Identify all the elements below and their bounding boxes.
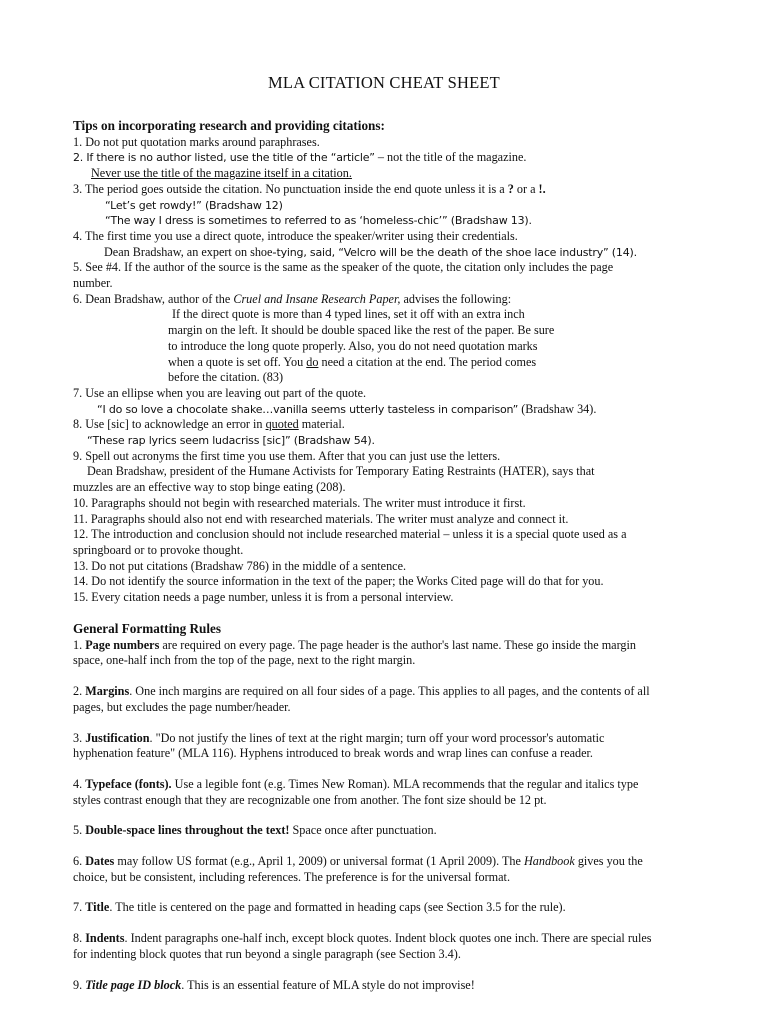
tip-6-book: Cruel and Insane Research Paper,	[233, 291, 401, 306]
rules-section	[73, 621, 703, 993]
tip-15: 15. Every citation needs a page number, unless it is from a personal interview.	[73, 590, 454, 605]
rule-6-num: 6.	[73, 854, 86, 869]
rule-2-key: Margins	[85, 684, 130, 699]
rule-2-num: 2.	[73, 684, 86, 699]
block-quote-4	[168, 355, 703, 371]
rule-4	[73, 777, 703, 808]
tip-2-note: Never use the title of the magazine itself in a citation.	[91, 166, 352, 181]
rule-9	[73, 978, 703, 994]
tip-3-question: ?	[507, 181, 514, 196]
tip-8-c: material.	[298, 417, 345, 432]
rule-4-cont: styles contrast enough that they are recognizable one from another. The font size should be 12 pt.	[73, 792, 547, 807]
block-quote-4-a: when a quote is set off. You	[168, 354, 307, 369]
tip-4-example-b: tying, said, “Velcro will be the death of the shoe lace industry” (14).	[276, 245, 637, 259]
rule-9-key: Title page ID block	[85, 977, 182, 992]
block-quote-4-c: need a citation at the end. The period comes	[318, 354, 537, 369]
tip-5-cont: number.	[73, 276, 113, 291]
rule-3	[73, 731, 703, 762]
rule-6-text: may follow US format (e.g., April 1, 2009) or universal format (1 April 2009). The	[114, 854, 524, 869]
rules-heading: General Formatting Rules	[73, 621, 221, 636]
tip-3-exclaim: !.	[538, 181, 546, 196]
tip-3-text: 3. The period goes outside the citation. No punctuation inside the end quote unless it is a	[73, 181, 508, 196]
rule-4-num: 4.	[73, 776, 86, 791]
rule-2	[73, 684, 703, 715]
tip-8-example: “These rap lyrics seem ludacriss [sic]” (Bradshaw 54).	[87, 434, 375, 448]
tip-10: 10. Paragraphs should not begin with researched materials. The writer must introduce it first.	[73, 495, 526, 510]
tip-6-c: advises the following:	[400, 291, 512, 306]
rule-3-text: . "Do not justify the lines of text at the right margin; turn off your word processor's automatic	[149, 730, 605, 745]
rule-5-num: 5.	[73, 823, 86, 838]
rule-6-text-2: gives you the	[574, 854, 643, 869]
rule-4-key: Typeface (fonts).	[85, 776, 172, 791]
rule-7	[73, 900, 703, 916]
tip-3-example-2: “The way I dress is sometimes to referred to as ‘homeless-chic’” (Bradshaw 13).	[105, 214, 532, 228]
tip-9-example-cont: muzzles are an effective way to stop binge eating (208).	[73, 480, 346, 495]
tip-2-text: 2. If there is no author listed, use the title of the “article”	[73, 151, 375, 165]
tips-heading: Tips on incorporating research and providing citations:	[73, 118, 385, 133]
rule-1-key: Page numbers	[85, 637, 160, 652]
block-quote-3: to introduce the long quote properly. Also, you do not need quotation marks	[168, 338, 538, 353]
rule-3-cont: hyphenation feature" (MLA 116). Hyphens introduced to break words and wrap lines can confuse a reader.	[73, 746, 593, 761]
rule-1-text: are required on every page. The page header is the author's last name. These go inside the margin	[159, 637, 636, 652]
tip-13: 13. Do not put citations (Bradshaw 786) in the middle of a sentence.	[73, 558, 407, 573]
tip-4-example	[73, 245, 703, 261]
tip-14: 14. Do not identify the source information in the text of the paper; the Works Cited page will do that for you.	[73, 574, 604, 589]
rule-5-text: Space once after punctuation.	[289, 823, 437, 838]
tip-3	[73, 182, 703, 198]
tip-4: 4. The first time you use a direct quote, introduce the speaker/writer using their credentials.	[73, 228, 518, 243]
rule-1	[73, 638, 703, 669]
rule-7-text: . The title is centered on the page and formatted in heading caps (see Section 3.5 for the rule).	[109, 900, 566, 915]
rule-5	[73, 823, 703, 839]
rule-2-cont: pages, but excludes the page number/header.	[73, 699, 291, 714]
block-quote-4-do: do	[306, 354, 319, 369]
rule-1-cont: space, one-half inch from the top of the page, next to the right margin.	[73, 653, 416, 668]
rule-8	[73, 931, 703, 962]
rule-7-num: 7.	[73, 900, 86, 915]
rule-3-num: 3.	[73, 730, 86, 745]
tip-6-a: 6. Dean Bradshaw, author of the	[73, 291, 234, 306]
rule-8-num: 8.	[73, 931, 86, 946]
block-quote-5: before the citation. (83)	[168, 370, 284, 385]
tip-12: 12. The introduction and conclusion should not include researched material – unless it is a special quote used as a	[73, 527, 627, 542]
tip-3-or: or a	[513, 181, 539, 196]
rule-6-handbook: Handbook	[523, 854, 575, 869]
rule-7-key: Title	[85, 900, 110, 915]
tip-8	[73, 417, 703, 433]
rule-9-text: . This is an essential feature of MLA style do not improvise!	[181, 977, 475, 992]
tip-1: 1. Do not put quotation marks around paraphrases.	[73, 134, 320, 149]
rule-8-key: Indents	[85, 931, 125, 946]
rule-6	[73, 854, 703, 885]
tips-section	[73, 118, 703, 606]
rule-1-num: 1.	[73, 637, 86, 652]
rule-6-key: Dates	[85, 854, 115, 869]
tip-8-quoted: quoted	[265, 417, 299, 432]
tip-12-cont: springboard or to provoke thought.	[73, 542, 244, 557]
tip-6	[73, 292, 703, 308]
block-quote-1: If the direct quote is more than 4 typed lines, set it off with an extra inch	[172, 307, 525, 322]
page-title: MLA CITATION CHEAT SHEET	[268, 73, 500, 92]
tip-7: 7. Use an ellipse when you are leaving out part of the quote.	[73, 385, 367, 400]
tip-9: 9. Spell out acronyms the first time you use them. After that you can just use the letters.	[73, 448, 501, 463]
block-quote	[73, 307, 703, 386]
rule-5-key: Double-space lines throughout the text!	[85, 823, 290, 838]
rule-9-num: 9.	[73, 977, 86, 992]
tip-11: 11. Paragraphs should also not end with researched materials. The writer must analyze and connect it.	[73, 511, 569, 526]
tip-7-example-a: “I do so love a chocolate shake…vanilla seems utterly tasteless in comparison”	[97, 402, 519, 416]
tip-8-a: 8. Use [sic] to acknowledge an error in	[73, 417, 266, 432]
block-quote-2: margin on the left. It should be double spaced like the rest of the paper. Be sure	[168, 323, 555, 338]
tip-3-example-1: “Let’s get rowdy!” (Bradshaw 12)	[105, 198, 283, 212]
tip-9-example: Dean Bradshaw, president of the Humane Activists for Temporary Eating Restraints (HATER), says that	[87, 464, 595, 479]
tip-4-example-a: Dean Bradshaw, an expert on shoe-	[104, 244, 277, 259]
rule-3-key: Justification	[85, 730, 150, 745]
rule-2-text: . One inch margins are required on all four sides of a page. This applies to all pages, and the contents of all	[129, 684, 650, 699]
rule-4-text: Use a legible font (e.g. Times New Roman). MLA recommends that the regular and italics type	[171, 776, 639, 791]
tip-2	[73, 150, 703, 166]
rule-8-cont: for indenting block quotes that run beyond a single paragraph (see Section 3.4).	[73, 946, 461, 961]
tip-7-example	[73, 402, 703, 418]
tip-7-example-b: (Bradshaw 34).	[518, 401, 597, 416]
tip-5: 5. See #4. If the author of the source is the same as the speaker of the quote, the citation only includes the page	[73, 260, 614, 275]
tip-2-rest: – not the title of the magazine.	[374, 150, 527, 165]
rule-6-cont: choice, but be consistent, including references. The preference is for the universal format.	[73, 869, 510, 884]
rule-8-text: . Indent paragraphs one-half inch, except block quotes. Indent block quotes one inch. There are special rules	[124, 931, 652, 946]
